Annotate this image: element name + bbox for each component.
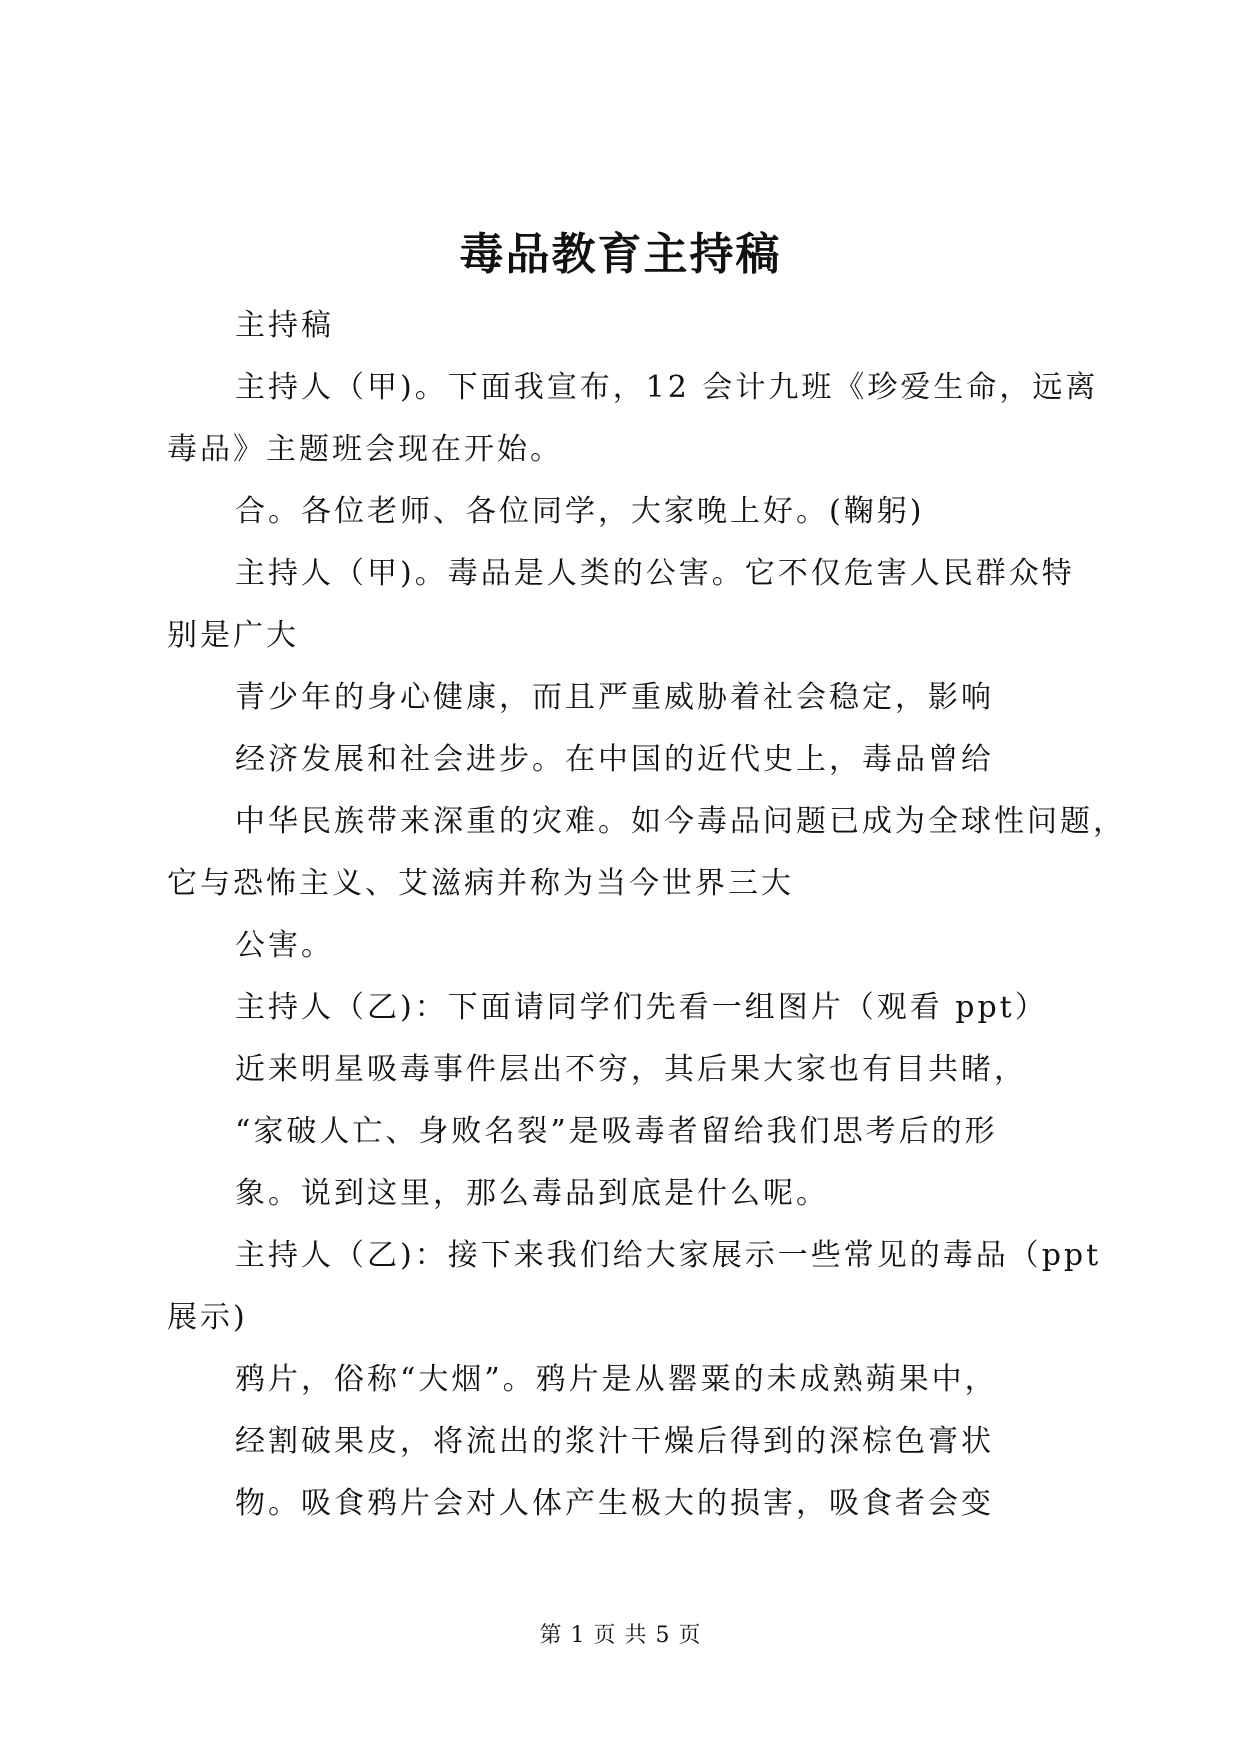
text-line: 毒品》主题班会现在开始。 [167,432,563,467]
text-line: 公害。 [235,928,334,963]
text-line: 主持人（甲)。毒品是人类的公害。它不仅危害人民群众特 [235,556,1075,591]
document-title: 毒品教育主持稿 [459,229,782,280]
document-body [167,295,1126,1535]
page-footer: 第 1 页 共 5 页 [539,1623,702,1648]
text-line: 它与恐怖主义、艾滋病并称为当今世界三大 [167,866,794,901]
text-line: 经割破果皮，将流出的浆汁干燥后得到的深棕色膏状 [235,1424,994,1459]
text-line: 经济发展和社会进步。在中国的近代史上，毒品曾给 [235,742,994,777]
text-line: 物。吸食鸦片会对人体产生极大的损害，吸食者会变 [235,1486,994,1521]
text-line: 别是广大 [167,618,299,653]
text-line: 主持人（乙)：下面请同学们先看一组图片（观看 ppt） [235,990,1048,1025]
text-line: 主持稿 [235,308,334,343]
text-line: 主持人（甲)。下面我宣布，12 会计九班《珍爱生命，远离 [235,370,1099,405]
text-line: 合。各位老师、各位同学，大家晚上好。(鞠躬) [235,494,925,529]
text-line: 青少年的身心健康，而且严重威胁着社会稳定，影响 [235,680,994,715]
body-paragraph [167,295,1126,1535]
text-line: 鸦片，俗称“大烟”。鸦片是从罂粟的未成熟蒴果中， [235,1362,998,1397]
text-line: 中华民族带来深重的灾难。如今毒品问题已成为全球性问题， [235,804,1126,839]
text-line: 主持人（乙)：接下来我们给大家展示一些常见的毒品（ppt [235,1238,1102,1273]
text-line: “家破人亡、身败名裂”是吸毒者留给我们思考后的形 [235,1114,998,1149]
text-line: 象。说到这里，那么毒品到底是什么呢。 [235,1176,829,1211]
text-line: 近来明星吸毒事件层出不穷，其后果大家也有目共睹， [235,1052,1027,1087]
text-line: 展示) [167,1300,248,1335]
